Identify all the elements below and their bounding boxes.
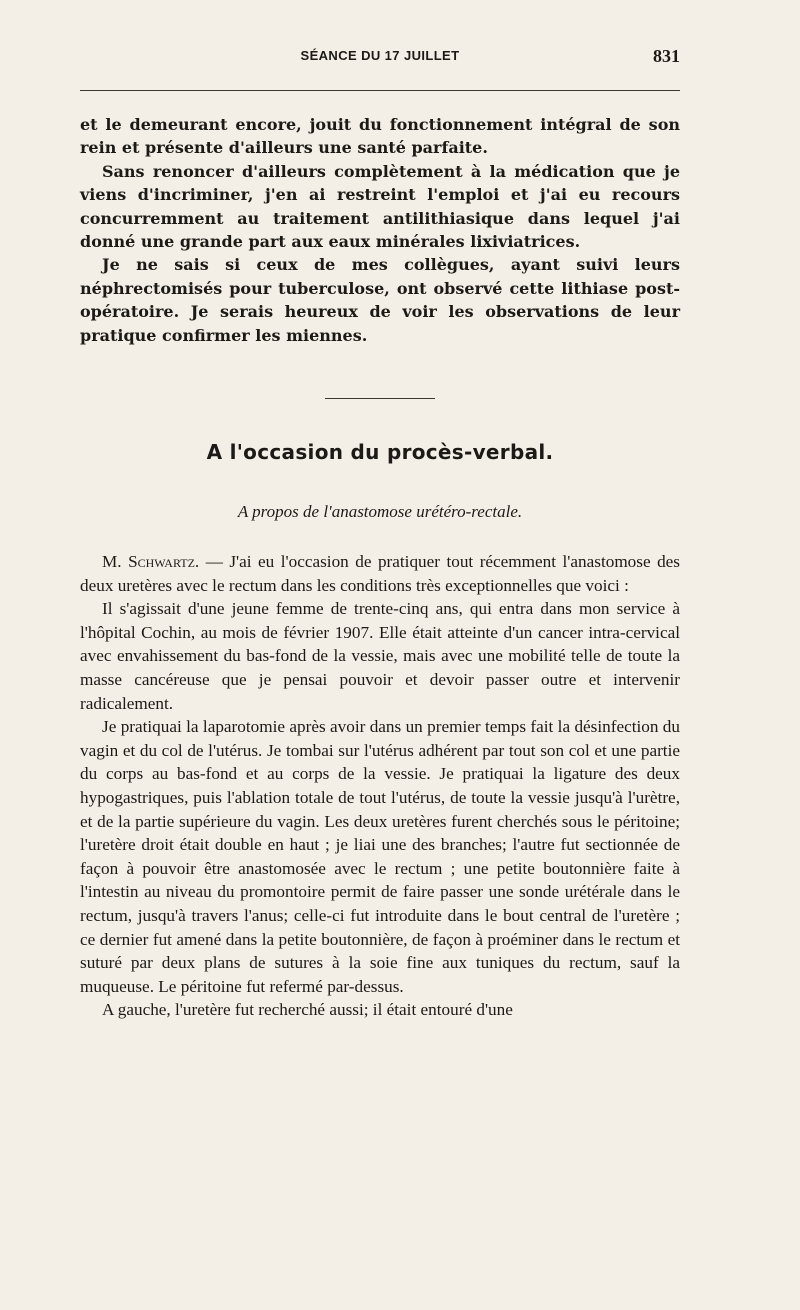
section-title: A l'occasion du procès-verbal. [206,440,554,464]
speaker-name: M. Schwartz. [102,552,200,571]
paragraph [80,550,680,597]
paragraph: Sans renoncer d'ailleurs complètement à la médication que je viens d'incriminer, j'en ai restreint l'emploi et j'ai eu recours concurremment au traitement antilithiasique dans lequel j'ai donné une grande part aux eaux minérales lixiviatrices. [80,161,680,252]
running-title: SÉANCE DU 17 JUILLET [300,48,460,63]
paragraph: Je ne sais si ceux de mes collègues, ayant suivi leurs néphrectomisés pour tuberculose, ont observé cette lithiase post-opératoire. Je serais heureux de voir les observations de leur pratique confirmer les miennes. [80,255,680,345]
previous-article-ending [80,113,680,347]
section-separator [325,398,435,399]
page-number: 831 [653,46,680,66]
paragraph: Je pratiquai la laparotomie après avoir dans un premier temps fait la désinfection du vagin et du col de l'utérus. Je tombai sur l'utérus adhérent par tout son col et une partie du corps au bas-fond et au corps de la vessie. Je pratiquai la ligature des deux hypogastriques, puis l'ablation totale de tout l'utérus, de toute la vessie jusqu'à l'urètre, et de la partie supérieure du vagin. Les deux uretères furent cherchés sous le péritoine; l'uretère droit était double en haut ; je liai une des branches; l'autre fut sectionnée de façon à pouvoir être anastomosée avec le rectum ; une petite boutonnière faite à l'intestin au niveau du promontoire permit de faire passer une sonde urétérale dans le rectum, jusqu'à travers l'anus; celle-ci fut introduite dans le bout central de l'uretère ; ce dernier fut amené dans la petite boutonnière, de façon à proéminer dans le rectum et suturé par deux plans de sutures à la soie fine aux tuniques du rectum, sauf la muqueuse. Le péritoine fut refermé par-dessus. [80,717,680,996]
paragraph-text: — J'ai eu l'occasion de pratiquer tout récemment l'anastomose des deux uretères avec le rectum dans les conditions très exceptionnelles que voici : [80,552,680,595]
paragraph: Il s'agissait d'une jeune femme de trente-cinq ans, qui entra dans mon service à l'hôpital Cochin, au mois de février 1907. Elle était atteinte d'un cancer intra-cervical avec envahissement du bas-fond de la vessie, mais avec une mobilité telle de toute la masse cancéreuse que je pensai pouvoir et devoir passer outre et intervenir radicalement. [80,599,680,713]
article-body [80,550,680,1022]
page-header [80,48,680,72]
section-subtitle: A propos de l'anastomose urétéro-rectale. [237,502,523,521]
header-rule [80,90,680,91]
paragraph: et le demeurant encore, jouit du fonctionnement intégral de son rein et présente d'ailleurs une santé parfaite. [80,115,680,158]
paragraph: A gauche, l'uretère fut recherché aussi; il était entouré d'une [102,1000,513,1020]
